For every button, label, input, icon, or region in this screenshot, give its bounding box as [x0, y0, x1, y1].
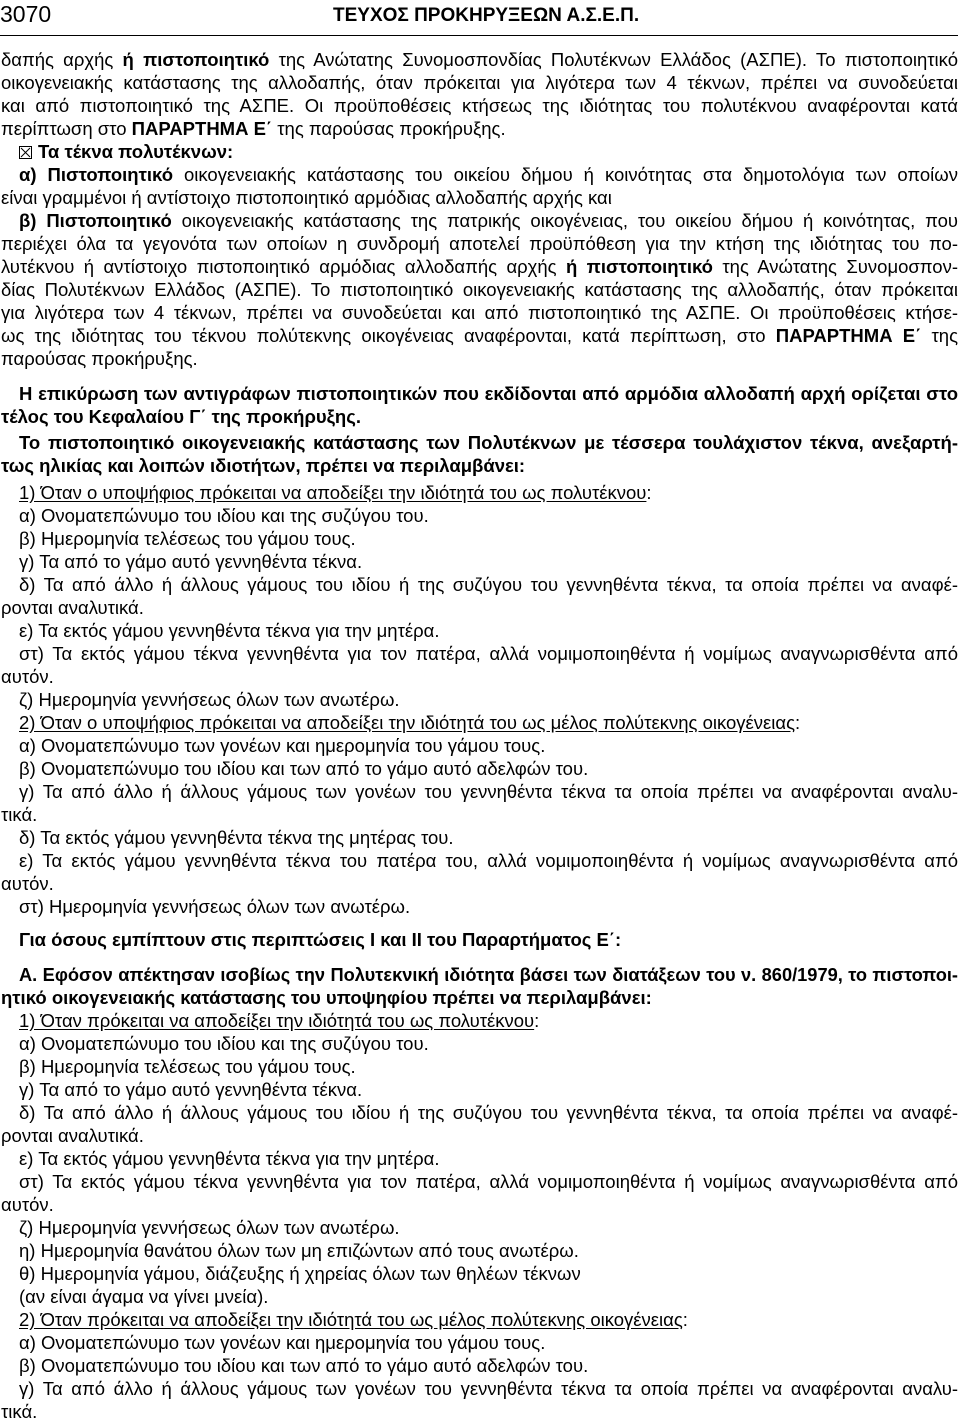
text-run: ρονται αναλυτικά.: [1, 597, 144, 618]
bold-text: ή πιστοποιητικό: [565, 256, 713, 277]
paragraph: [1, 1032, 958, 1055]
paragraph: [1, 734, 958, 757]
paragraph: [1, 431, 958, 477]
text-run: :: [646, 482, 652, 503]
text-line: [1, 1009, 958, 1032]
text-line: [1, 1124, 958, 1147]
text-line: [1, 1078, 958, 1101]
journal-title: ΤΕΥΧΟΣ ΠΡΟΚΗΡΥΞΕΩΝ Α.Σ.Ε.Π.: [333, 5, 640, 26]
text-run: ζ) Ημερομηνία γεννήσεως όλων των ανωτέρω.: [19, 1217, 400, 1238]
paragraph: [1, 1009, 958, 1032]
paragraph: [1, 826, 958, 849]
text-run: γ) Τα από το γάμο αυτό γεννηθέντα τέκνα.: [19, 1079, 363, 1100]
paragraph: [1, 1055, 958, 1078]
text-line: [1, 1285, 958, 1308]
bold-text: Α. Εφόσον απέκτησαν ισοβίως την Πολυτεκνική ιδιότητα βάσει των διατάξεων του ν. 860/1979, το πιστοποι-: [19, 964, 958, 985]
text-run: περιέχει όλα τα γεγονότα των οποίων η συνδρομή αποτελεί προϋπόθεση για την κτήση της ιδιότητας του πο-: [1, 233, 958, 254]
text-line: [1, 278, 958, 301]
paragraph: [1, 1285, 958, 1308]
paragraph: [1, 550, 958, 573]
text-line: [1, 527, 958, 550]
paragraph: [1, 527, 958, 550]
text-line: [1, 1032, 958, 1055]
text-line: [1, 1193, 958, 1216]
text-line: [1, 963, 958, 986]
text-line: [1, 140, 958, 163]
text-run: οικογενειακής κατάστασης του οικείου δήμου ή κοινότητας στα δημοτολόγια των οποίων: [173, 164, 958, 185]
paragraph: [1, 573, 958, 619]
text-run: δ) Τα από άλλο ή άλλους γάμους του ιδίου ή της συζύγου του γεννηθέντα τέκνα, τα οποία πρέπει να αναφέ-: [19, 574, 958, 595]
text-line: [1, 1308, 958, 1331]
paragraph: [1, 382, 958, 428]
text-line: [1, 596, 958, 619]
text-run: ως της ιδιότητας του τέκνου πολύτεκνης οικογένειας αναφέρονται, κατά περίπτωση, στο: [1, 325, 776, 346]
text-run: τικά.: [1, 804, 38, 825]
text-run: :: [682, 1309, 688, 1330]
paragraph: [1, 1078, 958, 1101]
text-run: για λιγότερα των 4 τέκνων, πρέπει να συνοδεύεται και από πιστοποιητικό της ΑΣΠΕ. Οι προϋποθέσεις κτήσε-: [1, 302, 958, 323]
text-run: στ) Ημερομηνία γεννήσεως όλων των ανωτέρω.: [19, 896, 411, 917]
text-line: [1, 481, 958, 504]
text-line: [1, 619, 958, 642]
bold-text: Το πιστοποιητικό οικογενειακής κατάστασης των Πολυτέκνων με τέσσερα τουλάχιστον τέκνα, ανεξαρτή-: [19, 432, 958, 453]
text-line: [1, 209, 958, 232]
text-run: α) Ονοματεπώνυμο των γονέων και ημερομηνία του γάμου τους.: [19, 1332, 546, 1353]
text-run: :: [534, 1010, 540, 1031]
text-line: [1, 117, 958, 140]
bold-text: Τα τέκνα πολυτέκνων:: [38, 141, 234, 162]
text-run: ε) Τα εκτός γάμου γεννηθέντα τέκνα του πατέρα του, αλλά νομιμοποιηθέντα ή νομίμως αναγνωρισθέντα από: [19, 850, 958, 871]
text-run: δίας Πολυτέκνων Ελλάδος (ΑΣΠΕ). Το πιστοποιητικό οικογενειακής κατάστασης της αλλοδαπής, όταν πρόκειται: [1, 279, 958, 300]
text-line: [1, 573, 958, 596]
text-line: [1, 48, 958, 71]
bold-text: ΠΑΡΑΡΤΗΜΑ Ε΄: [131, 118, 273, 139]
underlined-text: 2) Όταν πρόκειται να αποδείξει την ιδιότητά του ως μέλος πολύτεκνης οικογένειας: [19, 1309, 683, 1330]
text-line: [1, 872, 958, 895]
text-run: δ) Τα από άλλο ή άλλους γάμους του ιδίου ή της συζύγου του γεννηθέντα τέκνα, τα οποία πρέπει να αναφέ-: [19, 1102, 958, 1123]
text-run: παρούσας προκήρυξης.: [1, 348, 198, 369]
text-run: της Ανώτατης Συνομοσπον-: [712, 256, 959, 277]
text-run: οικογενειακής κατάστασης της αλλοδαπής, όταν πρόκειται για λιγότερα των 4 τέκνων, πρέπει να συνοδεύεται: [1, 72, 958, 93]
text-run: β) Ονοματεπώνυμο του ιδίου και των από το γάμο αυτό αδελφών του.: [19, 758, 589, 779]
text-run: (αν είναι άγαμα να γίνει μνεία).: [19, 1286, 269, 1307]
paragraph: [1, 757, 958, 780]
text-line: [1, 1147, 958, 1170]
text-line: [1, 688, 958, 711]
text-line: [1, 431, 958, 454]
text-run: β) Ημερομηνία τελέσεως του γάμου τους.: [19, 1056, 356, 1077]
page-header: [0, 0, 958, 36]
text-run: γ) Τα από άλλο ή άλλους γάμους των γονέων του γεννηθέντα τέκνα τα οποία πρέπει να αναφέρονται αναλυ-: [19, 781, 958, 802]
text-run: δαπής αρχής: [1, 49, 123, 70]
paragraph: [1, 963, 958, 1009]
text-run: αυτόν.: [1, 873, 54, 894]
text-line: [1, 711, 958, 734]
text-line: [1, 1377, 958, 1400]
document-body: [1, 48, 958, 1423]
text-run: στ) Τα εκτός γάμου τέκνα γεννηθέντα για τον πατέρα, αλλά νομιμοποιηθέντα ή νομίμως αναγνωρισθέντα από: [19, 643, 958, 664]
text-line: [1, 382, 958, 405]
text-run: α) Ονοματεπώνυμο των γονέων και ημερομηνία του γάμου τους.: [19, 735, 546, 756]
paragraph: [1, 619, 958, 642]
paragraph: [1, 1101, 958, 1147]
text-run: η) Ημερομηνία θανάτου όλων των μη επιζώντων από τους ανωτέρω.: [19, 1240, 579, 1261]
text-line: [1, 1331, 958, 1354]
underlined-text: 2) Όταν ο υποψήφιος πρόκειται να αποδείξει την ιδιότητά του ως μέλος πολύτεκνης οικογένειας: [19, 712, 796, 733]
paragraph: [1, 642, 958, 688]
bold-text: τως ηλικίας και λοιπών ιδιοτήτων, πρέπει να περιλαμβάνει:: [1, 455, 526, 476]
text-run: α) Ονοματεπώνυμο του ιδίου και της συζύγου του.: [19, 1033, 429, 1054]
text-run: στ) Τα εκτός γάμου τέκνα γεννηθέντα για τον πατέρα, αλλά νομιμοποιηθέντα ή νομίμως αναγνωρισθέντα από: [19, 1171, 958, 1192]
paragraph: [1, 1239, 958, 1262]
paragraph: [1, 140, 958, 163]
bold-text: τέλος του Κεφαλαίου Γ΄ της προκήρυξης.: [1, 406, 361, 427]
paragraph: [1, 849, 958, 895]
text-run: :: [795, 712, 801, 733]
text-line: [1, 504, 958, 527]
text-line: [1, 1216, 958, 1239]
paragraph: [1, 481, 958, 504]
paragraph: [1, 711, 958, 734]
text-line: [1, 757, 958, 780]
text-run: δ) Τα εκτός γάμου γεννηθέντα τέκνα της μητέρας του.: [19, 827, 454, 848]
text-line: [1, 550, 958, 573]
text-run: περίπτωση στο: [1, 118, 132, 139]
underlined-text: 1) Όταν ο υποψήφιος πρόκειται να αποδείξει την ιδιότητά του ως πολυτέκνου: [19, 482, 647, 503]
text-line: [1, 734, 958, 757]
text-run: ε) Τα εκτός γάμου γεννηθέντα τέκνα για την μητέρα.: [19, 620, 440, 641]
text-line: [1, 324, 958, 347]
text-run: αυτόν.: [1, 1194, 54, 1215]
text-line: [1, 895, 958, 918]
text-line: [1, 1055, 958, 1078]
text-run: της παρούσας προκήρυξης.: [272, 118, 506, 139]
text-run: και από πιστοποιητικό της ΑΣΠΕ. Οι προϋποθέσεις κτήσεως της ιδιότητας του πολυτέκνου αναφέρονται κατά: [1, 95, 958, 116]
text-line: [1, 255, 958, 278]
text-run: της Ανώτατης Συνομοσπονδίας Πολυτέκνων Ελλάδος (ΑΣΠΕ). Το πιστοποιητικό: [269, 49, 958, 70]
text-line: [1, 232, 958, 255]
bold-text: ητικό οικογενειακής κατάστασης του υποψηφίου πρέπει να περιλαμβάνει:: [1, 987, 652, 1008]
paragraph: [1, 1216, 958, 1239]
paragraph: [1, 504, 958, 527]
text-run: θ) Ημερομηνία γάμου, διάζευξης ή χηρείας όλων των θηλέων τέκνων: [19, 1263, 581, 1284]
paragraph: [1, 1331, 958, 1354]
text-line: [1, 1400, 958, 1423]
text-line: [1, 301, 958, 324]
paragraph: [1, 1147, 958, 1170]
text-run: γ) Τα από το γάμο αυτό γεννηθέντα τέκνα.: [19, 551, 363, 572]
text-line: [1, 71, 958, 94]
underlined-text: 1) Όταν πρόκειται να αποδείξει την ιδιότητά του ως πολυτέκνου: [19, 1010, 535, 1031]
paragraph: [1, 1308, 958, 1331]
paragraph: [1, 163, 958, 209]
text-run: ρονται αναλυτικά.: [1, 1125, 144, 1146]
text-line: [1, 1354, 958, 1377]
text-line: [1, 454, 958, 477]
text-line: [1, 665, 958, 688]
paragraph: [1, 1377, 958, 1423]
paragraph: [1, 688, 958, 711]
bold-text: ΠΑΡΑΡΤΗΜΑ Ε΄: [775, 325, 922, 346]
text-line: [1, 163, 958, 186]
text-line: [1, 347, 958, 370]
bold-text: β) Πιστοποιητικό: [19, 210, 172, 231]
paragraph: [1, 895, 958, 918]
text-line: [1, 1170, 958, 1193]
text-run: είναι γραμμένοι ή αντίστοιχο πιστοποιητικό αρμόδιας αλλοδαπής αρχής και: [1, 187, 612, 208]
continued-paragraph: [1, 48, 958, 140]
checked-box-icon: [19, 146, 32, 159]
text-line: [1, 1262, 958, 1285]
text-run: αυτόν.: [1, 666, 54, 687]
text-line: [1, 1101, 958, 1124]
bold-text: Η επικύρωση των αντιγράφων πιστοποιητικών που εκδίδονται από αρμόδια αλλοδαπή αρχή ορίζεται στο: [19, 383, 958, 404]
paragraph: [1, 1354, 958, 1377]
text-run: β) Ημερομηνία τελέσεως του γάμου τους.: [19, 528, 356, 549]
text-run: β) Ονοματεπώνυμο του ιδίου και των από το γάμο αυτό αδελφών του.: [19, 1355, 589, 1376]
text-run: ζ) Ημερομηνία γεννήσεως όλων των ανωτέρω.: [19, 689, 400, 710]
text-line: [1, 826, 958, 849]
text-run: τικά.: [1, 1401, 38, 1422]
text-run: λυτέκνου ή αντίστοιχο πιστοποιητικό αρμόδιας αλλοδαπής αρχής: [1, 256, 566, 277]
bold-text: α) Πιστοποιητικό: [19, 164, 173, 185]
text-run: οικογενειακής κατάστασης της πατρικής οικογένειας, του οικείου δήμου ή κοινότητας, που: [171, 210, 958, 231]
text-run: της: [921, 325, 958, 346]
paragraph: [1, 928, 958, 951]
text-line: [1, 849, 958, 872]
text-line: [1, 803, 958, 826]
page-number: 3070: [0, 1, 52, 27]
text-line: [1, 94, 958, 117]
text-line: [1, 186, 958, 209]
text-run: α) Ονοματεπώνυμο του ιδίου και της συζύγου του.: [19, 505, 429, 526]
paragraph: [1, 209, 958, 370]
paragraph: [1, 1170, 958, 1216]
text-line: [1, 780, 958, 803]
text-line: [1, 642, 958, 665]
bold-text: ή πιστοποιητικό: [122, 49, 270, 70]
text-run: γ) Τα από άλλο ή άλλους γάμους των γονέων του γεννηθέντα τέκνα τα οποία πρέπει να αναφέρονται αναλυ-: [19, 1378, 958, 1399]
text-line: [1, 405, 958, 428]
text-line: [1, 928, 958, 951]
text-line: [1, 986, 958, 1009]
paragraph: [1, 1262, 958, 1285]
text-line: [1, 1239, 958, 1262]
bold-text: Για όσους εμπίπτουν στις περιπτώσεις Ι και ΙΙ του Παραρτήματος Ε΄:: [19, 929, 622, 950]
paragraph: [1, 780, 958, 826]
text-run: ε) Τα εκτός γάμου γεννηθέντα τέκνα για την μητέρα.: [19, 1148, 440, 1169]
